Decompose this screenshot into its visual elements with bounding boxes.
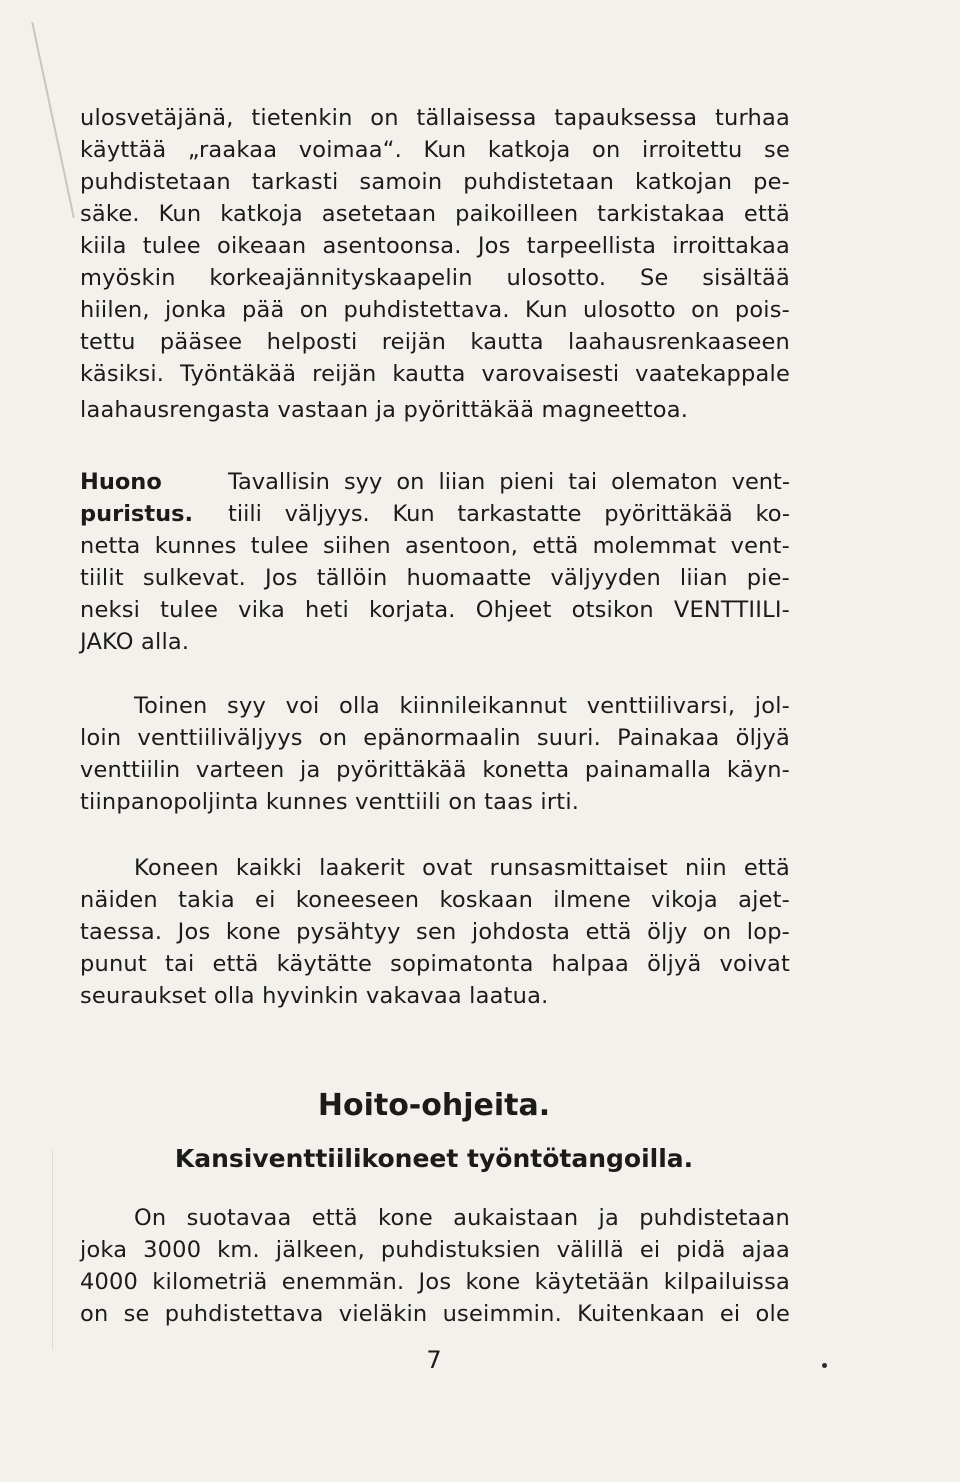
paragraph-1-line-4: säke. Kun katkoja asetetaan paikoilleen tarkistakaa että — [80, 201, 790, 227]
paragraph-3-line-1: Toinen syy voi olla kiinnileikannut venttiilivarsi, jol- — [134, 693, 790, 719]
paragraph-2-line-6: JAKO alla. — [80, 629, 190, 655]
ink-dot — [822, 1363, 827, 1368]
paragraph-4-line-4: punut tai että käytätte sopimatonta halpaa öljyä voivat — [80, 951, 790, 977]
paragraph-1-line-6: myöskin korkeajännityskaapelin ulosotto. Se sisältää — [80, 265, 790, 291]
paragraph-1-line-10: laahausrengasta vastaan ja pyörittäkää magneettoa. — [80, 397, 689, 423]
scan-artifact-line — [52, 1150, 53, 1350]
paragraph-3-line-3: venttiilin varteen ja pyörittäkää konetta painamalla käyn- — [80, 757, 790, 783]
paragraph-1-line-8: tettu pääsee helposti reijän kautta laahausrenkaaseen — [80, 329, 790, 355]
side-heading-line-2: puristus. — [80, 501, 194, 527]
paragraph-2-line-4: tiilit sulkevat. Jos tällöin huomaatte väljyyden liian pie- — [80, 565, 790, 591]
paragraph-3-line-2: loin venttiiliväljyys on epänormaalin suuri. Painakaa öljyä — [80, 725, 790, 751]
paragraph-3-line-4: tiinpanopoljinta kunnes venttiili on taas irti. — [80, 789, 580, 815]
paragraph-4-line-1: Koneen kaikki laakerit ovat runsasmittaiset niin että — [134, 855, 790, 881]
paragraph-1-line-9: käsiksi. Työntäkää reijän kautta varovaisesti vaatekappale — [80, 361, 790, 387]
section-subtitle: Kansiventtiilikoneet työntötangoilla. — [174, 1144, 694, 1173]
paragraph-5-line-3: 4000 kilometriä enemmän. Jos kone käytetään kilpailuissa — [80, 1269, 790, 1295]
paragraph-1-line-3: puhdistetaan tarkasti samoin puhdistetaan katkojan pe- — [80, 169, 790, 195]
page-number: 7 — [426, 1346, 442, 1374]
section-title: Hoito-ohjeita. — [317, 1088, 551, 1123]
paragraph-4-line-3: taessa. Jos kone pysähtyy sen johdosta että öljy on lop- — [80, 919, 790, 945]
scan-artifact-line — [31, 22, 75, 218]
paragraph-5-line-4: on se puhdistettava vieläkin useimmin. Kuitenkaan ei ole — [80, 1301, 790, 1327]
paragraph-2-line-2: tiili väljyys. Kun tarkastatte pyörittäkää ko- — [228, 501, 790, 527]
paragraph-2-line-5: neksi tulee vika heti korjata. Ohjeet otsikon VENTTIILI- — [80, 597, 790, 623]
paragraph-1-line-1: ulosvetäjänä, tietenkin on tällaisessa tapauksessa turhaa — [80, 105, 790, 131]
paragraph-1-line-7: hiilen, jonka pää on puhdistettava. Kun ulosotto on pois- — [80, 297, 790, 323]
paragraph-2-line-3: netta kunnes tulee siihen asentoon, että molemmat vent- — [80, 533, 790, 559]
paragraph-1-line-5: kiila tulee oikeaan asentoonsa. Jos tarpeellista irroittakaa — [80, 233, 790, 259]
paragraph-4-line-2: näiden takia ei koneeseen koskaan ilmene vikoja ajet- — [80, 887, 790, 913]
paragraph-5-line-2: joka 3000 km. jälkeen, puhdistuksien välillä ei pidä ajaa — [80, 1237, 790, 1263]
paragraph-1-line-2: käyttää „raakaa voimaa“. Kun katkoja on irroitettu se — [80, 137, 790, 163]
side-heading-line-1: Huono — [80, 469, 162, 495]
paragraph-4-line-5: seuraukset olla hyvinkin vakavaa laatua. — [80, 983, 549, 1009]
paragraph-5-line-1: On suotavaa että kone aukaistaan ja puhdistetaan — [134, 1205, 790, 1231]
paragraph-2-line-1: Tavallisin syy on liian pieni tai olematon vent- — [228, 469, 790, 495]
